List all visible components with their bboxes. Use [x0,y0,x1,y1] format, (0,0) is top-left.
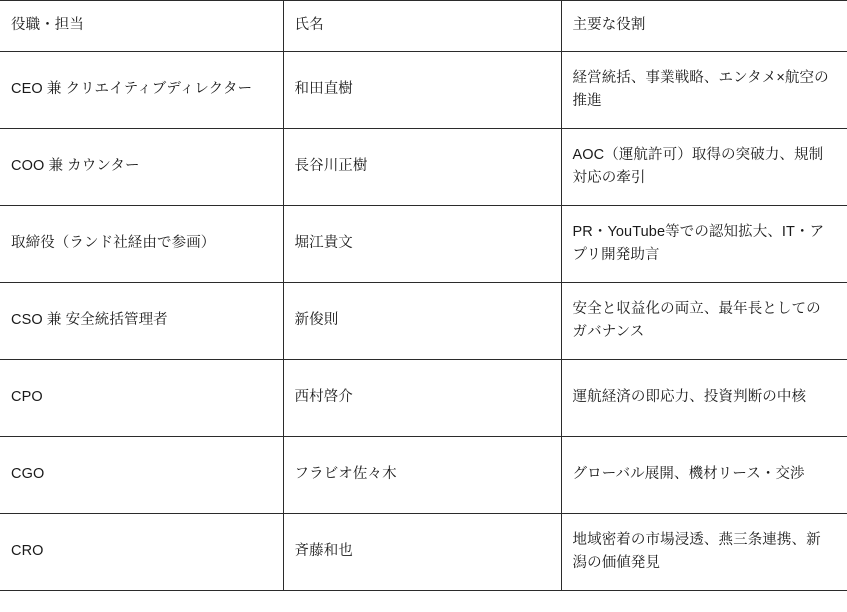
column-header-duty: 主要な役割 [561,1,847,52]
cell-role: COO 兼 カウンター [0,129,283,206]
column-header-role: 役職・担当 [0,1,283,52]
cell-duty: 経営統括、事業戦略、エンタメ×航空の推進 [561,52,847,129]
cell-duty: PR・YouTube等での認知拡大、IT・アプリ開発助言 [561,206,847,283]
cell-duty: AOC（運航許可）取得の突破力、規制対応の牽引 [561,129,847,206]
table-header [0,1,847,52]
cell-role: CGO [0,437,283,514]
cell-duty: 安全と収益化の両立、最年長としてのガバナンス [561,283,847,360]
cell-name: 西村啓介 [283,360,561,437]
table-row [0,283,847,360]
table-header-row [0,1,847,52]
cell-name: 堀江貴文 [283,206,561,283]
table-row [0,514,847,591]
cell-name: 長谷川正樹 [283,129,561,206]
table-row [0,206,847,283]
cell-name: 斉藤和也 [283,514,561,591]
cell-name: フラビオ佐々木 [283,437,561,514]
cell-role: 取締役（ランド社経由で参画） [0,206,283,283]
cell-duty: グローバル展開、機材リース・交渉 [561,437,847,514]
cell-role: CEO 兼 クリエイティブディレクター [0,52,283,129]
cell-role: CSO 兼 安全統括管理者 [0,283,283,360]
column-header-name: 氏名 [283,1,561,52]
cell-name: 和田直樹 [283,52,561,129]
cell-role: CPO [0,360,283,437]
table-row [0,437,847,514]
table-row [0,360,847,437]
table-row [0,129,847,206]
cell-duty: 地域密着の市場浸透、燕三条連携、新潟の価値発見 [561,514,847,591]
cell-name: 新俊則 [283,283,561,360]
table-body [0,52,847,591]
cell-role: CRO [0,514,283,591]
table-row [0,52,847,129]
cell-duty: 運航経済の即応力、投資判断の中核 [561,360,847,437]
